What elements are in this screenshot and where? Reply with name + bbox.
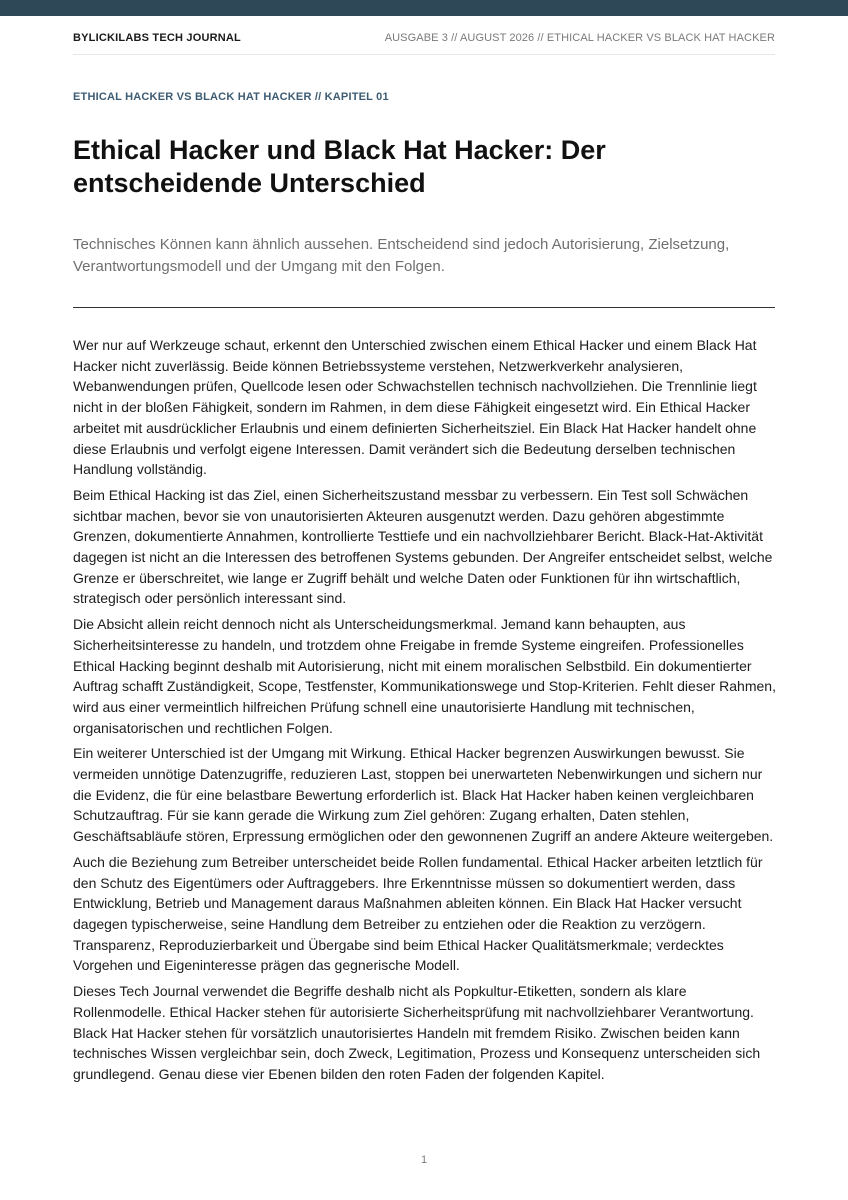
body-paragraph: Dieses Tech Journal verwendet die Begriffe deshalb nicht als Popkultur-Etiketten, sondern als klare Rollenmodelle. Ethical Hacker stehen für autorisierte Sicherheitsprüfung mit nachvollziehbarer Verantwortung. Black Hat Hacker stehen für vorsätzlich unautorisiertes Handeln mit fremdem Risiko. Zwischen beiden kann technisches Wissen vergleichbar sein, doch Zweck, Legitimation, Prozess und Konsequenz unterscheiden sich grundlegend. Genau diese vier Ebenen bilden den roten Faden der folgenden Kapitel.: [73, 983, 761, 1082]
article-title: Ethical Hacker und Black Hat Hacker: Der entscheidende Unterschied: [73, 135, 606, 198]
top-accent-bar: [0, 0, 848, 16]
running-header: [73, 32, 775, 55]
body-paragraph: Beim Ethical Hacking ist das Ziel, einen Sicherheitszustand messbar zu verbessern. Ein Test soll Schwächen sichtbar machen, bevor sie von unautorisierten Akteuren ausgenutzt werden. Dazu gehören abgestimmte Grenzen, dokumentierte Annahmen, kontrollierte Testtiefe und ein nachvollziehbarer Bericht. Black-Hat-Aktivität dagegen ist nicht an die Interessen des betroffenen Systems gebunden. Der Angreifer entscheidet selbst, welche Grenze er überschreitet, wie lange er Zugriff behält und welche Daten oder Funktionen für ihn wirtschaftlich, strategisch oder persönlich interessant sind.: [73, 486, 773, 607]
body-paragraph: Die Absicht allein reicht dennoch nicht als Unterscheidungsmerkmal. Jemand kann behaupten, aus Sicherheitsinteresse zu handeln, und trotzdem ohne Freigabe in fremde Systeme eingreifen. Professionelles Ethical Hacking beginnt deshalb mit Autorisierung, nicht mit einem moralischen Selbstbild. Ein dokumentierter Auftrag schafft Zuständigkeit, Scope, Testfenster, Kommunikationswege und Stop-Kriterien. Fehlt dieser Rahmen, wird aus einer vermeintlich hilfreichen Prüfung schnell eine unautorisierte Handlung mit technischen, organisatorischen und rechtlichen Folgen.: [73, 616, 776, 736]
body-paragraph: Auch die Beziehung zum Betreiber unterscheidet beide Rollen fundamental. Ethical Hacker arbeiten letztlich für den Schutz des Eigentümers oder Auftraggebers. Ihre Erkenntnisse müssen so dokumentiert werden, dass Entwicklung, Betrieb und Management daraus Maßnahmen ableiten können. Ein Black Hat Hacker versucht dagegen typischerweise, seine Handlung dem Betreiber zu entziehen oder die Reaktion zu verzögern. Transparenz, Reproduzierbarkeit und Übergabe sind beim Ethical Hacker Qualitätsmerkmale; verdecktes Vorgehen und Eigeninteresse prägen das gegnerische Modell.: [73, 853, 763, 974]
chapter-kicker: ETHICAL HACKER VS BLACK HAT HACKER // KAPITEL 01: [73, 91, 389, 103]
article-subtitle: Technisches Können kann ähnlich aussehen. Entscheidend sind jedoch Autorisierung, Zielsetzung, Verantwortungsmodell und der Umgang mit den Folgen.: [73, 236, 730, 275]
page-number: 1: [420, 1154, 428, 1166]
title-divider: [73, 307, 775, 308]
issue-info: AUSGABE 3 // AUGUST 2026 // ETHICAL HACKER VS BLACK HAT HACKER: [384, 32, 775, 44]
article-body: [73, 335, 777, 1090]
body-paragraph: Ein weiterer Unterschied ist der Umgang mit Wirkung. Ethical Hacker begrenzen Auswirkungen bewusst. Sie vermeiden unnötige Datenzugriffe, reduzieren Last, stoppen bei unerwarteten Nebenwirkungen und sichern nur die Evidenz, die für eine belastbare Bewertung erforderlich ist. Black Hat Hacker haben keinen vergleichbaren Schutzauftrag. Für sie kann gerade die Wirkung zum Ziel gehören: Zugang erhalten, Daten stehlen, Geschäftsabläufe stören, Erpressung ermöglichen oder den gewonnenen Zugriff an andere Akteure weitergeben.: [73, 745, 774, 845]
journal-name: BYLICKILABS TECH JOURNAL: [73, 32, 241, 44]
body-paragraph: Wer nur auf Werkzeuge schaut, erkennt den Unterschied zwischen einem Ethical Hacker und einem Black Hat Hacker nicht zuverlässig. Beide können Betriebssysteme verstehen, Netzwerkverkehr analysieren, Webanwendungen prüfen, Quellcode lesen oder Schwachstellen technisch nachvollziehen. Die Trennlinie liegt nicht in der bloßen Fähigkeit, sondern im Rahmen, in dem diese Fähigkeit eingesetzt wird. Ein Ethical Hacker arbeitet mit ausdrücklicher Erlaubnis und einem definierten Sicherheitsziel. Ein Black Hat Hacker handelt ohne diese Erlaubnis und verfolgt eigene Interessen. Damit verändert sich die Bedeutung derselben technischen Handlung vollständig.: [73, 337, 757, 478]
